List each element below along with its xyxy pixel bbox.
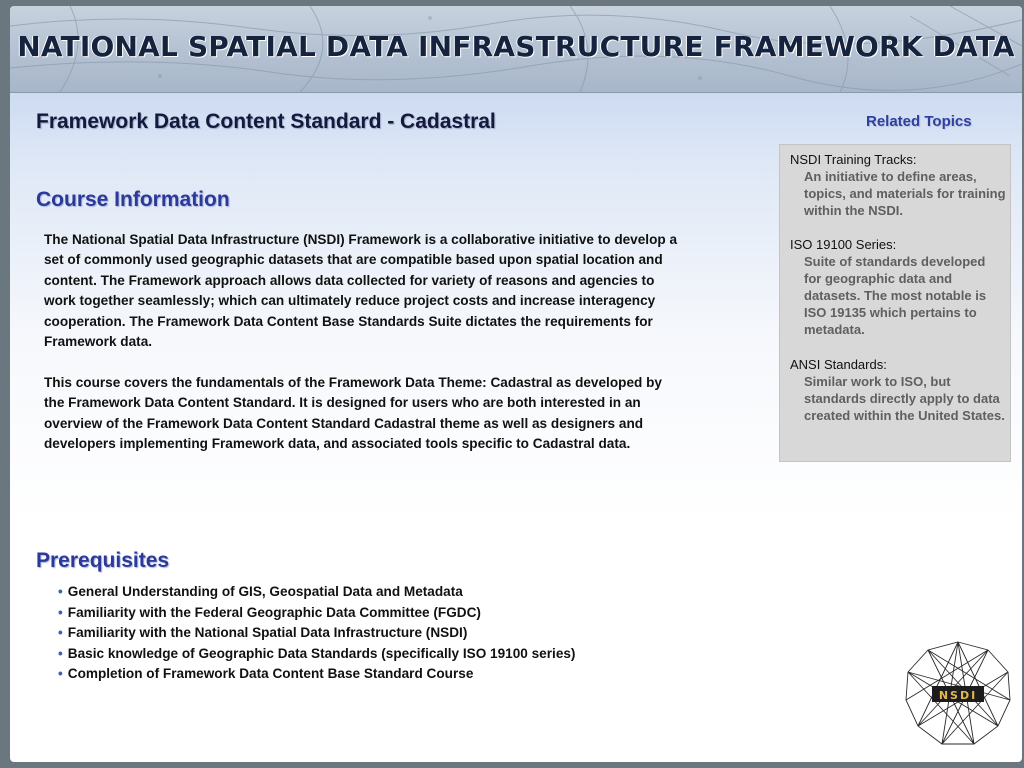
related-topics-box [779, 144, 1011, 462]
list-item [58, 664, 575, 685]
course-paragraph-1: The National Spatial Data Infrastructure (NSDI) Framework is a collaborative initiative to develop a set of commonly used geographic datasets that are compatible based upon spatial location and content. The Framework approach allows data collected for variety of reasons and agencies to work together seamlessly; which can ultimately reduce project costs and increase interagency cooperation. The Framework Data Content Base Standards Suite dictates the requirements for Framework data. [44, 232, 678, 350]
bullet-icon: • [58, 625, 63, 641]
nsdi-logo-icon [902, 638, 1014, 750]
prerequisite-text: General Understanding of GIS, Geospatial Data and Metadata [67, 584, 463, 599]
nsdi-logo-text: NSDI [938, 689, 978, 702]
related-topic-name: ISO 19100 Series: [790, 237, 897, 252]
related-topic-description: Similar work to ISO, but standards directly apply to data created within the United States. [804, 374, 1005, 423]
list-item [58, 644, 575, 665]
prerequisite-text: Familiarity with the National Spatial Data Infrastructure (NSDI) [67, 625, 468, 641]
prerequisite-text: Basic knowledge of Geographic Data Standards (specifically ISO 19100 series) [67, 645, 576, 661]
list-item [58, 582, 575, 603]
prerequisites-list [58, 582, 575, 685]
related-topic-name: NSDI Training Tracks: [790, 152, 917, 167]
related-topic-description: Suite of standards developed for geographic data and datasets. The most notable is ISO 19135 which pertains to metadata. [804, 254, 987, 337]
bullet-icon: • [58, 666, 63, 682]
related-topic [790, 356, 1006, 424]
banner [10, 6, 1022, 93]
bullet-icon: • [58, 604, 63, 620]
prerequisite-text: Familiarity with the Federal Geographic Data Committee (FGDC) [67, 604, 481, 620]
prerequisite-text: Completion of Framework Data Content Base Standard Course [67, 666, 474, 682]
related-topic-description: An initiative to define areas, topics, and materials for training within the NSDI. [804, 169, 1006, 218]
list-item [58, 603, 575, 624]
page-title: Framework Data Content Standard - Cadastral [36, 110, 496, 133]
related-topic [790, 236, 1006, 338]
bullet-icon: • [58, 645, 63, 661]
list-item [58, 623, 575, 644]
course-paragraph-2: This course covers the fundamentals of the Framework Data Theme: Cadastral as developed by the Framework Data Content Standard. It is designed for users who are both interested in an overview of the Framework Data Content Standard Cadastral theme as well as designers and developers implementing Framework data, and associated tools specific to Cadastral data. [44, 375, 662, 452]
related-topic [790, 151, 1006, 219]
related-topics-title: Related Topics [866, 113, 972, 130]
slide [10, 6, 1022, 762]
banner-title: NATIONAL SPATIAL DATA INFRASTRUCTURE FRAMEWORK DATA [17, 30, 1015, 63]
related-topic-name: ANSI Standards: [790, 357, 887, 372]
prerequisites-heading: Prerequisites [36, 549, 170, 572]
course-information-heading: Course Information [36, 188, 230, 211]
bullet-icon: • [58, 584, 63, 599]
